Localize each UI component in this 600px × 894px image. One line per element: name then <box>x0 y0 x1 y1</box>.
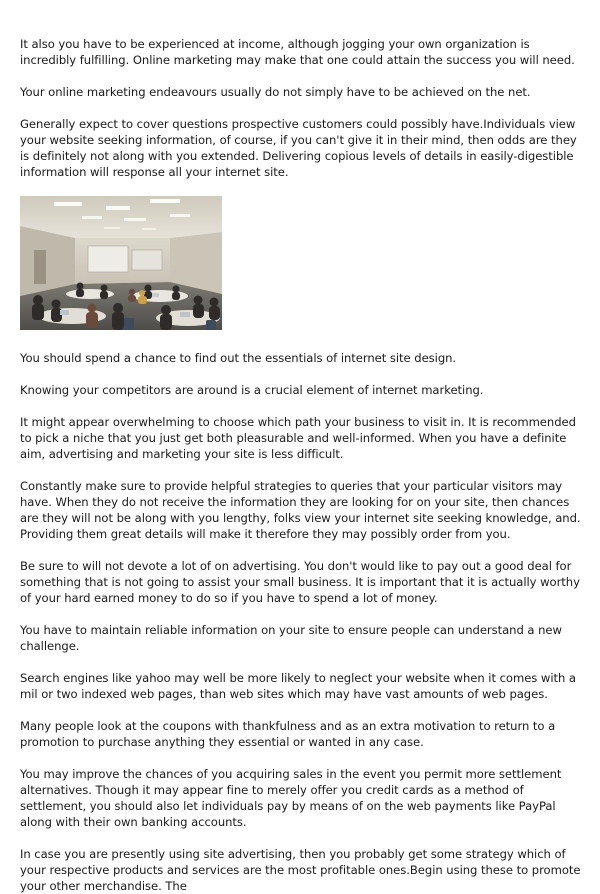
paragraph: Generally expect to cover questions prospective customers could possibly have.Individuals view your website seeking information, of course, if you can't give it in their mind, then odds are they is definitely not along with you extended. Delivering copious levels of details in easily-digestible information will response all your internet site. <box>20 117 577 179</box>
paragraph: You may improve the chances of you acquiring sales in the event you permit more settlement alternatives. Though it may appear fine to merely offer you credit cards as a method of settlement, you should also let individuals pay by means of on the web payments like PayPal along with their own banking accounts. <box>20 767 562 829</box>
paragraph: Search engines like yahoo may well be more likely to neglect your website when it comes with a mil or two indexed web pages, than web sites which may have vast amounts of web pages. <box>20 671 576 701</box>
article-body <box>20 36 582 894</box>
paragraph: Be sure to will not devote a lot of on advertising. You don't would like to pay out a good deal for something that is not going to assist your small business. It is important that it is actually worthy of your hard earned money to do so if you have to spend a lot of money. <box>20 559 580 605</box>
paragraph: Your online marketing endeavours usually do not simply have to be achieved on the net. <box>20 85 531 99</box>
paragraph: In case you are presently using site advertising, then you probably get some strategy which of your respective products and services are the most profitable ones.Begin using these to promote your other merchandise. The <box>20 847 581 893</box>
paragraph: Many people look at the coupons with thankfulness and as an extra motivation to return to a promotion to purchase anything they essential or wanted in any case. <box>20 719 556 749</box>
paragraph: It might appear overwhelming to choose which path your business to visit in. It is recommended to pick a niche that you just get both pleasurable and well-informed. When you have a definite aim, advertising and marketing your site is less difficult. <box>20 415 576 461</box>
paragraph: You should spend a chance to find out the essentials of internet site design. <box>20 351 457 365</box>
paragraph: Constantly make sure to provide helpful strategies to queries that your particular visitors may have. When they do not receive the information they are looking for on your site, then chances are they will not be along with you lengthy, folks view your internet site seeking knowledge, and. Providing them great details will make it therefore they may possibly order from you. <box>20 479 581 541</box>
paragraph: It also you have to be experienced at income, although jogging your own organization is incredibly fulfilling. Online marketing may make that one could attain the success you will need. <box>20 37 575 67</box>
paragraph: Knowing your competitors are around is a crucial element of internet marketing. <box>20 383 484 397</box>
conference-room-photo <box>20 196 222 330</box>
paragraph: You have to maintain reliable information on your site to ensure people can understand a new challenge. <box>20 623 562 653</box>
